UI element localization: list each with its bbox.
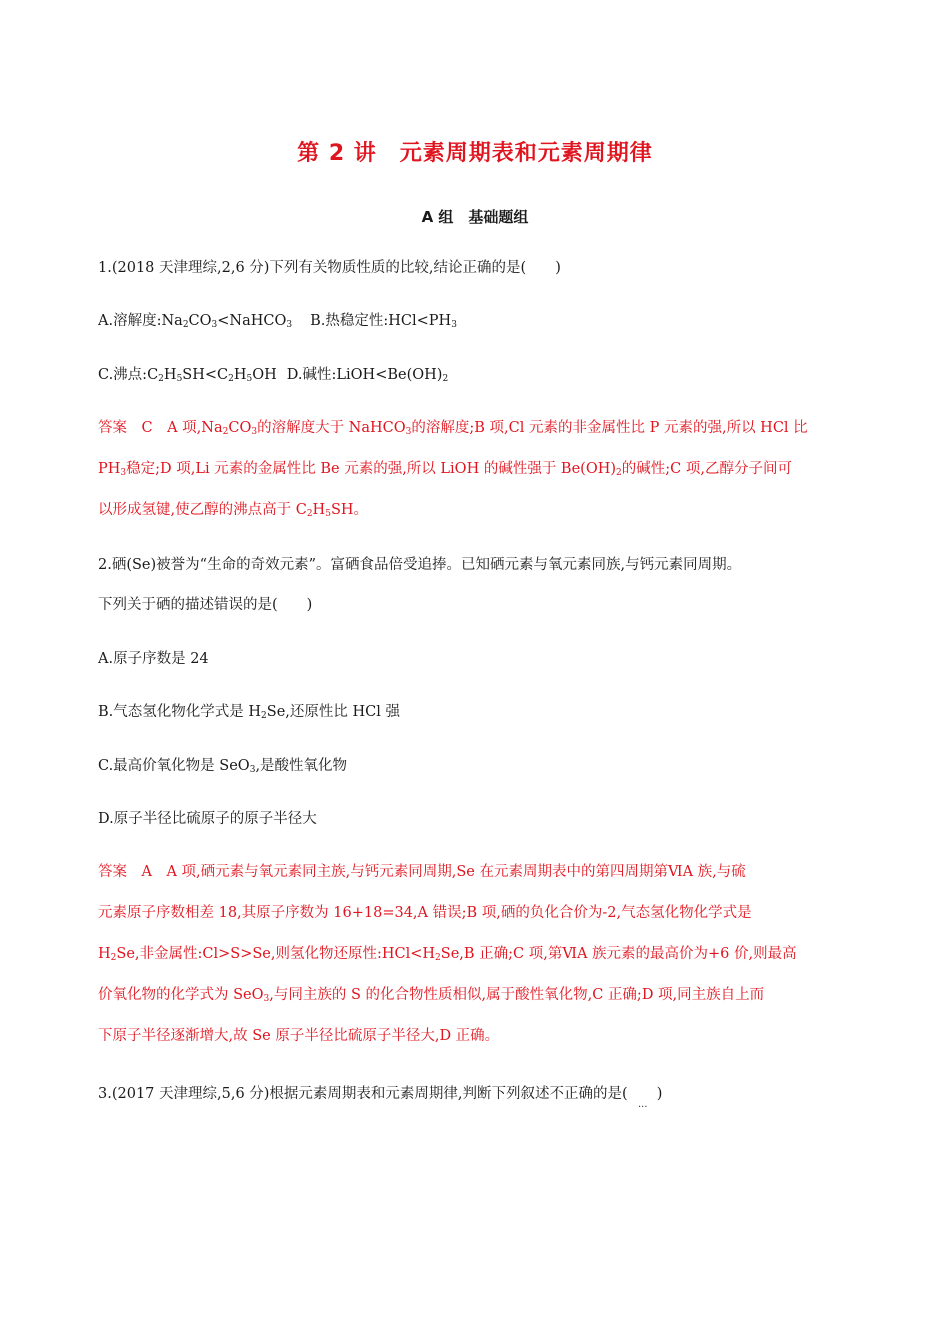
q2-stem-line-1: 2.硒(Se)被誉为“生命的奇效元素”。富硒食品倍受追捧。已知硒元素与氧元素同族,与钙元素同周期。 — [98, 557, 742, 573]
q1-option-b: B.热稳定性$:HCl<PH_3$ — [310, 313, 457, 330]
q2-option-b: B.气态氢化物化学式是 $H_2Se$,还原性比 HCl 强 — [98, 704, 400, 721]
q1-options-ab — [98, 311, 457, 331]
q2-option-a: A.原子序数是 24 — [98, 651, 209, 667]
q1-options-cd — [98, 365, 448, 385]
q3-stem: 3.(2017 天津理综,5,6 分)根据元素周期表和元素周期律,判断下列叙述不正确的是( ) — [98, 1086, 663, 1102]
q1-option-d: D.碱性$:LiOH<Be(OH)_2$ — [286, 367, 449, 384]
q2-stem-line-2: 下列关于硒的描述错误的是( ) — [98, 597, 313, 613]
q2-answer-line-2: 元素原子序数相差 18,其原子序数为 16+18=34,A 错误;B 项,硒的负化合价为-2,气态氢化物化学式是 — [98, 905, 752, 921]
q1-answer-line-2: $PH_3$稳定;D 项,Li 元素的金属性比 Be 元素的强,所以 LiOH 的碱性强于 $Be(OH)_2$的碱性;C 项,乙醇分子间可 — [98, 461, 792, 478]
q1-stem: 1.(2018 天津理综,2,6 分)下列有关物质性质的比较,结论正确的是( ) — [98, 260, 561, 276]
q2-answer-line-4: 价氧化物的化学式为 SeO$_3$,与同主族的 S 的化合物性质相似,属于酸性氧化物,C 正确;D 项,同主族自上而 — [98, 987, 765, 1004]
q1-answer-line-3: 以形成氢键,使乙醇的沸点高于 $C_2H_5SH$。 — [98, 502, 369, 519]
section-heading: A 组 基础题组 — [421, 208, 529, 226]
emphasis-dots: ··· — [638, 1102, 648, 1113]
q2-answer-line-3: $H_2Se$,非金属性:Cl>S>Se,则氢化物还原性$:HCl<H_2Se,B$ 正确;C 项,第ⅥA 族元素的最高价为+6 价,则最高 — [98, 946, 797, 963]
q1-answer-line-1: 答案 C A 项$,Na_2CO_3$的溶解度大于 NaHCO$_3$的溶解度;B 项,Cl 元素的非金属性比 P 元素的强,所以 HCl 比 — [98, 420, 808, 437]
q1-option-a: A.溶解度$:Na_2CO_3<NaHCO_3$ — [98, 313, 293, 330]
q1-option-c: C.沸点$:C_2H_5SH<C_2H_5OH$ — [98, 367, 277, 384]
q2-option-c: C.最高价氧化物是 SeO$_3$,是酸性氧化物 — [98, 758, 348, 775]
page-title: 第 2 讲 元素周期表和元素周期律 — [297, 141, 653, 166]
q2-answer-line-1: 答案 A A 项,硒元素与氧元素同主族,与钙元素同周期,Se 在元素周期表中的第四周期第ⅥA 族,与硫 — [98, 864, 746, 880]
q2-option-d: D.原子半径比硫原子的原子半径大 — [98, 811, 317, 827]
q2-answer-line-5: 下原子半径逐渐增大,故 Se 原子半径比硫原子半径大,D 正确。 — [98, 1028, 500, 1044]
